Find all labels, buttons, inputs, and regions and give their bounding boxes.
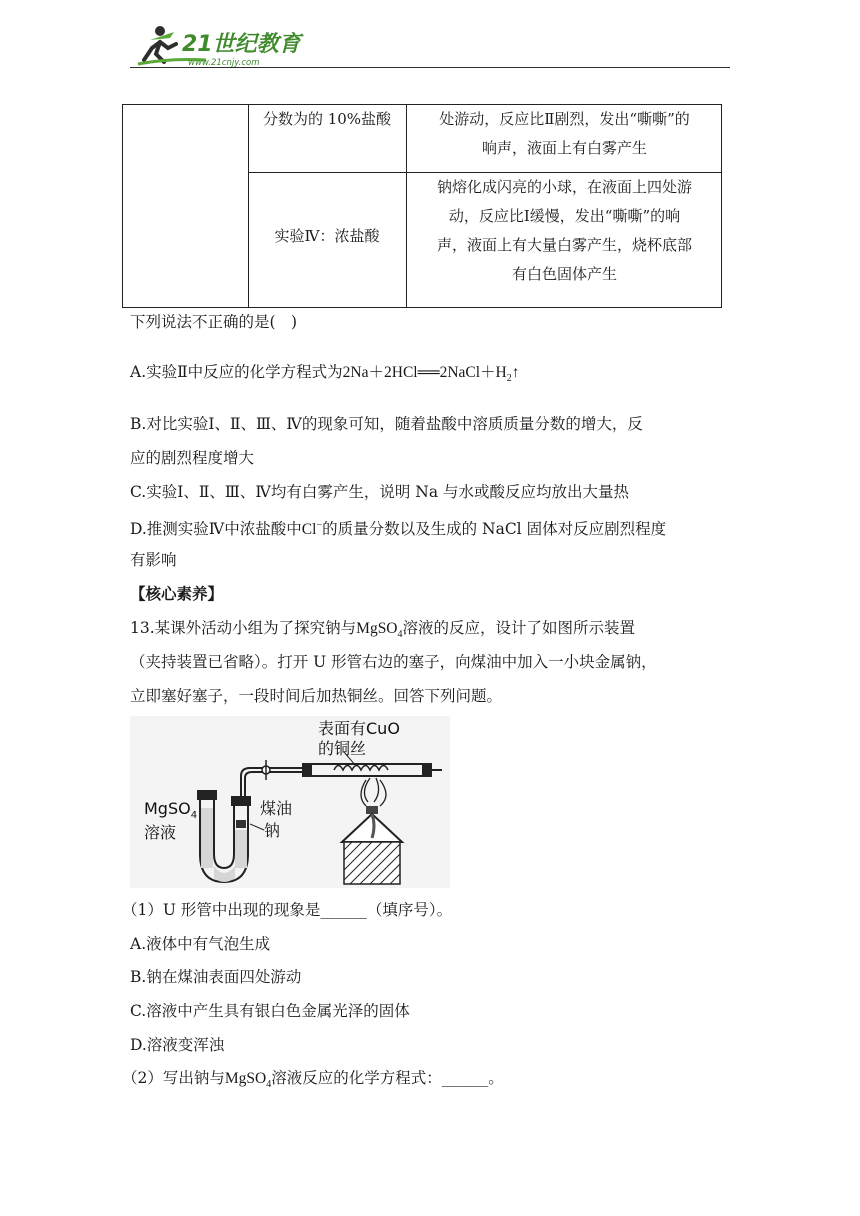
table-cell-phenomenon [406,173,723,289]
formula-main: MgSO [356,620,398,637]
label-mgso4: MgSO$_4$ [144,799,198,821]
q13-option-a: A.液体中有气泡生成 [130,935,271,953]
site-logo [130,22,310,68]
option-b-continued: 应的剧烈程度增大 [130,449,255,467]
header-divider [130,67,730,68]
ion-symbol: Cl [301,521,317,538]
option-d-text-continued: 的质量分数以及生成的 NaCl 固体对反应剧烈程度 [322,520,667,538]
gas-arrow: ↑ [511,364,520,381]
label-solution: 溶液 [144,823,177,842]
option-a-text: A.实验Ⅱ中反应的化学方程式为 [130,363,343,381]
table-cell-line: 声，液面上有大量白雾产生，烧杯底部 [436,236,692,254]
u-tube-solution [235,830,247,868]
table-cell-line: 有白色固体产生 [511,265,617,283]
label-kerosene: 煤油 [260,799,293,818]
sodium-piece [236,820,246,828]
option-a [130,362,519,389]
equation-subscript: 2 [506,373,512,384]
equation-left: 2Na＋2HCl [342,364,418,381]
table-cell-line: 响声，液面上有白雾产生 [481,139,647,157]
question-13-line-3: 立即塞好塞子，一段时间后加热铜丝。回答下列问题。 [130,687,503,705]
sub-question-2-text: （2）写出钠与 [122,1069,225,1087]
apparatus-figure [130,716,450,888]
sub-question-2-text-continued: 溶液反应的化学方程式：______。 [271,1069,504,1087]
option-c: C.实验Ⅰ、Ⅱ、Ⅲ、Ⅳ均有白雾产生，说明 Na 与水或酸反应均放出大量热 [130,483,629,501]
label-copper-oxide: 表面有CuO [318,719,400,738]
formula-subscript: 4 [266,1079,272,1090]
q13-option-d: D.溶液变浑浊 [130,1036,225,1054]
equation-arrow: ══ [417,364,440,381]
logo-url: www.21cnjy.com [188,58,260,68]
experiment-table [122,104,722,308]
label-sodium: 钠 [264,821,281,840]
question-13-line-1 [130,618,635,645]
q13-text: 13.某课外活动小组为了探究钠与 [130,619,357,637]
formula-subscript: 4 [397,629,403,640]
table-cell-reagent: 分数为的 10%盐酸 [262,110,392,128]
label-copper-wire: 的铜丝 [318,739,367,758]
question-13-line-2: （夹持装置已省略）。打开 U 形管右边的塞子，向煤油中加入一小块金属钠， [130,653,657,671]
q13-option-c: C.溶液中产生具有银白色金属光泽的固体 [130,1002,410,1020]
formula-mgso4 [356,620,403,640]
u-tube-solution [201,808,213,868]
table-cell-line: 钠熔化成闪亮的小球，在液面上四处游 [436,178,692,196]
option-d-text: D.推测实验Ⅳ中浓盐酸中 [130,520,302,538]
table-cell-line: 处游动，反应比Ⅱ剧烈，发出“嘶嘶”的 [439,110,690,128]
section-title: 【核心素养】 [130,584,224,603]
equation-right: 2NaCl＋H [439,364,507,381]
equation [342,364,520,384]
logo-text: 21世纪教育 [182,32,301,57]
sub-question-2 [122,1068,504,1095]
formula-main: MgSO [224,1070,267,1087]
question-stem: 下列说法不正确的是( ) [130,313,298,331]
table-cell-line: 动，反应比Ⅰ缓慢，发出“嘶嘶”的响 [448,207,681,225]
option-d-continued: 有影响 [130,551,177,569]
q13-option-b: B.钠在煤油表面四处游动 [130,968,302,986]
option-b: B.对比实验Ⅰ、Ⅱ、Ⅲ、Ⅳ的现象可知，随着盐酸中溶质质量分数的增大，反 [130,415,643,433]
sub-question-1: （1）U 形管中出现的现象是______（填序号）。 [122,901,453,919]
ion-charge: − [316,520,323,531]
table-column-divider [248,105,249,307]
table-cell-reagent: 实验Ⅳ：浓盐酸 [274,227,380,245]
chloride-ion [302,521,322,538]
left-stopper [197,790,217,800]
table-cell-phenomenon [406,105,723,163]
q13-text-continued: 溶液的反应，设计了如图所示装置 [402,619,636,637]
right-stopper [231,796,251,806]
formula-mgso4 [224,1070,272,1090]
option-d [130,516,666,540]
